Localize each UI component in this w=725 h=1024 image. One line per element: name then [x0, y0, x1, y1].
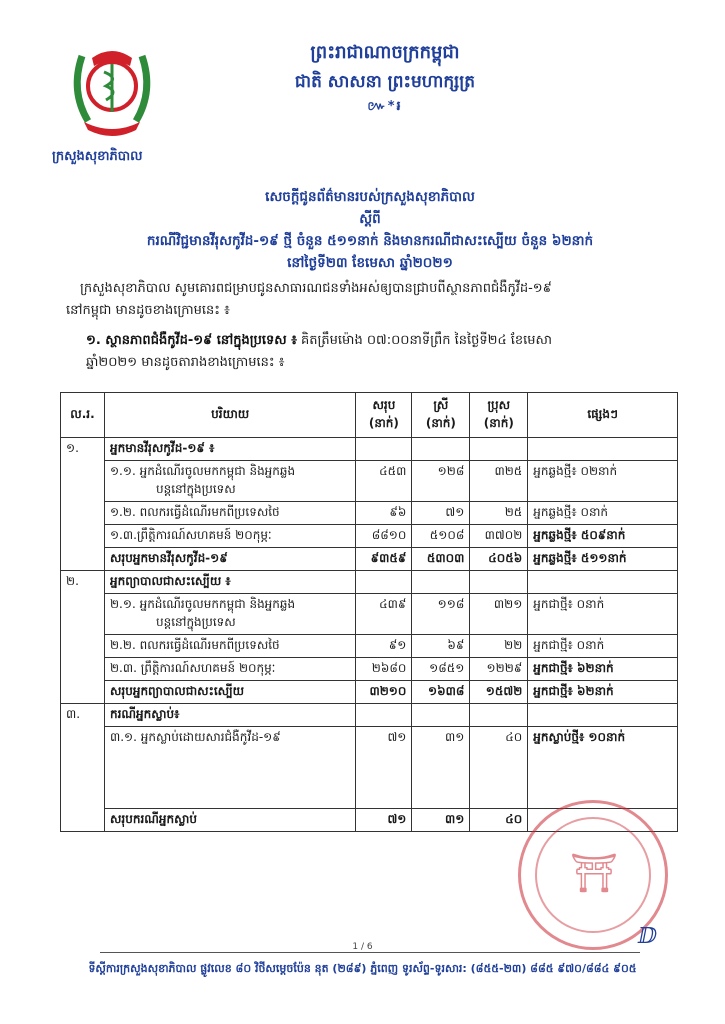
row-female: ១២៨	[412, 461, 470, 502]
row-female: ១១៨	[412, 594, 470, 635]
table-row	[61, 727, 678, 809]
group-number: ១.	[61, 438, 105, 571]
row-female: ៥១០៨	[412, 525, 470, 548]
sum-other: អ្នកឆ្លងថ្មី៖ ៥១១នាក់	[528, 548, 678, 571]
row-male: ៤០	[470, 727, 528, 809]
row-other: អ្នកជាថ្មី៖ ៦២នាក់	[528, 658, 678, 681]
statistics-table	[60, 392, 678, 832]
table-row	[61, 704, 678, 727]
intro-paragraph	[66, 278, 670, 322]
title-line2: ស្តីពី	[359, 211, 381, 227]
row-total: ៤៣៩	[356, 594, 412, 635]
sum-desc: សរុបករណីអ្នកស្លាប់	[104, 809, 355, 832]
row-desc: ៣.១. អ្នកស្លាប់ដោយសារជំងឺកូវីដ-១៩	[104, 727, 355, 809]
sum-female: ១៦៣៨	[412, 681, 470, 704]
header-other: ផ្សេងៗ	[528, 393, 678, 438]
group-title: ករណីអ្នកស្លាប់៖	[104, 704, 355, 727]
table-row	[61, 594, 678, 635]
row-desc: ២.៣. ព្រឹត្តិការណ៍សហគមន៍ ២០កុម្ភៈ	[104, 658, 355, 681]
table-row	[61, 635, 678, 658]
header-male: ប្រុស (នាក់)	[470, 393, 528, 438]
table-sum-row	[61, 681, 678, 704]
ornament: ៚*៛	[367, 99, 403, 114]
sum-total: ៣២១០	[356, 681, 412, 704]
sum-desc: សរុបអ្នកព្យាបាលជាសះស្បើយ	[104, 681, 355, 704]
title-line3: ករណីវិជ្ជមានវីរុសកូវីដ-១៩ ថ្មី ចំនួន ៥១១នាក់ និងមានករណីជាសះស្បើយ ចំនួន ៦២នាក់	[146, 233, 594, 249]
intro-line2: នៅកម្ពុជា មានដូចខាងក្រោមនេះ ៖	[66, 303, 230, 318]
section-1	[86, 330, 686, 374]
row-other: អ្នកឆ្លងថ្មី៖ ០នាក់	[528, 502, 678, 525]
header-no: ល.រ.	[61, 393, 105, 438]
table-row	[61, 571, 678, 594]
table-row	[61, 525, 678, 548]
ministry-of-health-logo	[62, 36, 162, 146]
footer-address: ទីស្តីការក្រសួងសុខាភិបាល ផ្លូវលេខ ៨០ វិថីសម្តេចប៉ែន នុត (២៨៩) ភ្នំពេញ ទូរស័ព្ទ-ទូរសារ: (៨៥៥-២៣) ៨៨៥ ៩៧០/៨៨៤ ៩០៥	[88, 962, 637, 975]
table-row	[61, 461, 678, 502]
row-other: អ្នកស្លាប់ថ្មី៖ ១០នាក់	[528, 727, 678, 809]
row-desc: ១.៣.ព្រឹត្តិការណ៍សហគមន៍ ២០កុម្ភៈ	[104, 525, 355, 548]
sum-male: ១៥៧២	[470, 681, 528, 704]
row-female: ៣១	[412, 727, 470, 809]
row-total: ២៦៨០	[356, 658, 412, 681]
row-total: ៤៥៣	[356, 461, 412, 502]
kingdom-line2: ជាតិ សាសនា ព្រះមហាក្សត្រ	[294, 72, 476, 92]
row-female: ៦៩	[412, 635, 470, 658]
group-number: ២.	[61, 571, 105, 704]
section-1-line2: ឆ្នាំ២០២១ មានដូចតារាងខាងក្រោមនេះ ៖	[86, 355, 285, 370]
footer-divider	[100, 952, 640, 953]
table-header-row	[61, 393, 678, 438]
row-other: អ្នកឆ្លងថ្មី៖ ០២នាក់	[528, 461, 678, 502]
sum-desc: សរុបអ្នកមានវីរុសកូវីដ-១៩	[104, 548, 355, 571]
row-male: ៣២១	[470, 594, 528, 635]
title-line4: នៅថ្ងៃទី២៣ ខែមេសា ឆ្នាំ២០២១	[287, 255, 453, 271]
row-female: ១៨៥១	[412, 658, 470, 681]
header-female: ស្រី (នាក់)	[412, 393, 470, 438]
row-total: ៩៦	[356, 502, 412, 525]
title-line1: សេចក្តីជូនព័ត៌មានរបស់ក្រសួងសុខាភិបាល	[265, 189, 475, 205]
temple-icon: ⛩	[569, 851, 619, 895]
table-row	[61, 658, 678, 681]
row-desc: ២.១. អ្នកដំណើរចូលមកកម្ពុជា និងអ្នកឆ្លង បន្តនៅក្នុងប្រទេស	[104, 594, 355, 635]
group-number: ៣.	[61, 704, 105, 832]
row-female: ៧១	[412, 502, 470, 525]
row-desc: ២.២. ពលករធ្វើដំណើរមកពីប្រទេសថៃ	[104, 635, 355, 658]
row-total: ៩១	[356, 635, 412, 658]
row-total: ៨៨១០	[356, 525, 412, 548]
document-title	[40, 186, 700, 274]
row-male: ២៥	[470, 502, 528, 525]
kingdom-header	[200, 40, 570, 117]
group-title: អ្នកព្យាបាលជាសះស្បើយ ៖	[104, 571, 355, 594]
row-other: អ្នកឆ្លងថ្មី៖ ៥០៩នាក់	[528, 525, 678, 548]
header-desc: បរិយាយ	[104, 393, 355, 438]
row-total: ៧១	[356, 727, 412, 809]
row-male: ២២	[470, 635, 528, 658]
row-desc: ១.២. ពលករធ្វើដំណើរមកពីប្រទេសថៃ	[104, 502, 355, 525]
signature-mark: ⅅ	[638, 924, 658, 949]
sum-male: ៤០	[470, 809, 528, 832]
row-other: អ្នកជាថ្មី៖ ០នាក់	[528, 635, 678, 658]
row-desc: ១.១. អ្នកដំណើរចូលមកកម្ពុជា និងអ្នកឆ្លង បន្តនៅក្នុងប្រទេស	[104, 461, 355, 502]
table-row	[61, 438, 678, 461]
section-1-text: គិតត្រឹមម៉ោង ០៧:០០នាទីព្រឹក នៃថ្ងៃទី២៤ ខែមេសា	[296, 333, 553, 348]
sum-other: អ្នកជាថ្មី៖ ៦២នាក់	[528, 681, 678, 704]
group-title: អ្នកមានវីរុសកូវីដ-១៩ ៖	[104, 438, 355, 461]
row-male: ១២២៩	[470, 658, 528, 681]
sum-female: ៥៣០៣	[412, 548, 470, 571]
sum-total: ៩៣៥៩	[356, 548, 412, 571]
row-other: អ្នកជាថ្មី៖ ០នាក់	[528, 594, 678, 635]
sum-total: ៧១	[356, 809, 412, 832]
page-number: 1 / 6	[352, 942, 373, 952]
sum-male: ៤០៥៦	[470, 548, 528, 571]
table-sum-row	[61, 548, 678, 571]
row-male: ៣២៥	[470, 461, 528, 502]
header-total: សរុប (នាក់)	[356, 393, 412, 438]
table-row	[61, 502, 678, 525]
sum-female: ៣១	[412, 809, 470, 832]
kingdom-line1: ព្រះរាជាណាចក្រកម្ពុជា	[310, 42, 460, 63]
ministry-name: ក្រសួងសុខាភិបាល	[52, 149, 143, 164]
row-male: ៣៧០២	[470, 525, 528, 548]
section-1-heading: ១. ស្ថានភាពជំងឺកូវីដ-១៩ នៅក្នុងប្រទេស ៖	[86, 333, 297, 348]
intro-line1: ក្រសួងសុខាភិបាល សូមគោរពជម្រាបជូនសាធារណជនទាំងអស់ឲ្យបានជ្រាបពីស្ថានភាពជំងឺកូវីដ-១៩	[80, 281, 552, 296]
